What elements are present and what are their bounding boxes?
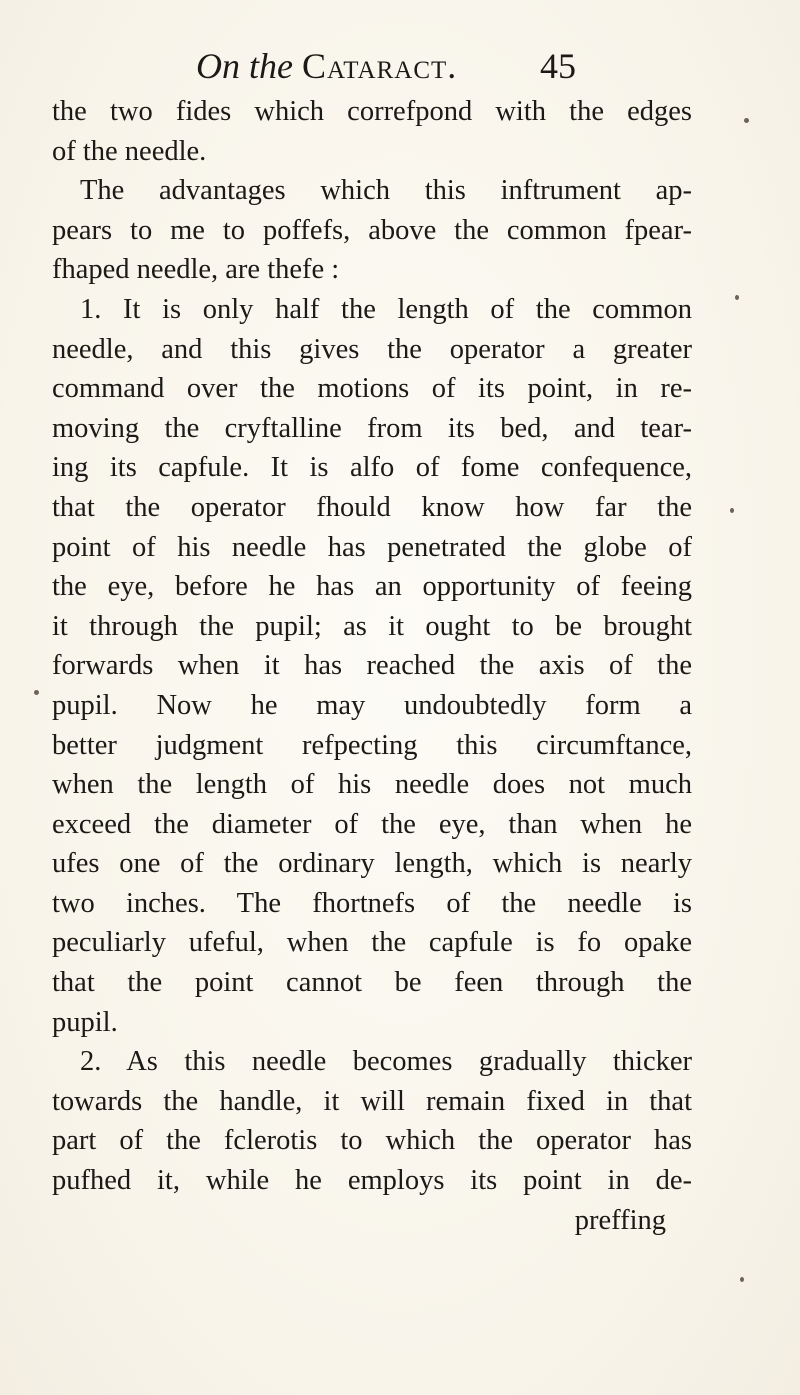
text-line: ufes one of the ordinary length, which is nearly	[52, 848, 692, 880]
margin-speck	[730, 508, 734, 513]
text-line: pupil.	[52, 1006, 118, 1038]
numbered-point-1-line: 1. It is only half the length of the common	[80, 293, 692, 325]
margin-speck	[735, 295, 739, 300]
margin-speck	[740, 1277, 744, 1282]
text-line: pufhed it, while he employs its point in de-	[52, 1165, 692, 1197]
paragraph-start-line: The advantages which this inftrument ap-	[80, 175, 692, 207]
margin-speck	[744, 118, 749, 123]
text-line: fhaped needle, are thefe :	[52, 254, 340, 286]
text-line: ing its capfule. It is alfo of fome confequence,	[52, 452, 692, 484]
text-line: towards the handle, it will remain fixed in that	[52, 1085, 692, 1117]
numbered-point-2-line: 2. As this needle becomes gradually thicker	[80, 1046, 692, 1078]
text-line: the eye, before he has an opportunity of feeing	[52, 571, 692, 603]
text-line: peculiarly ufeful, when the capfule is fo opake	[52, 927, 692, 959]
text-line: better judgment refpecting this circumftance,	[52, 729, 692, 761]
text-line: that the point cannot be feen through the	[52, 967, 692, 999]
text-line: needle, and this gives the operator a greater	[52, 333, 692, 365]
body-text	[52, 92, 692, 1240]
text-line: pupil. Now he may undoubtedly form a	[52, 689, 692, 721]
running-head-title: Cataract.	[301, 46, 458, 86]
text-line: pears to me to poffefs, above the common fpear-	[52, 214, 692, 246]
margin-speck	[34, 690, 39, 695]
text-line: the two fides which correfpond with the edges	[52, 96, 692, 127]
text-line: it through the pupil; as it ought to be brought	[52, 610, 692, 642]
running-head	[196, 40, 576, 92]
text-line: point of his needle has penetrated the globe of	[52, 531, 692, 563]
running-head-italic: On the	[196, 46, 293, 86]
page-number: 45	[540, 46, 576, 86]
catchword: preffing	[574, 1204, 666, 1236]
text-line: moving the cryftalline from its bed, and tear-	[52, 412, 692, 444]
text-line: part of the fclerotis to which the operator has	[52, 1125, 692, 1157]
text-line: two inches. The fhortnefs of the needle is	[52, 887, 692, 919]
text-line: forwards when it has reached the axis of the	[52, 650, 692, 682]
text-line: that the operator fhould know how far the	[52, 491, 692, 523]
text-line: when the length of his needle does not much	[52, 769, 692, 801]
text-line: of the needle.	[52, 135, 207, 167]
text-line: command over the motions of its point, in re-	[52, 373, 692, 405]
text-line: exceed the diameter of the eye, than when he	[52, 808, 692, 840]
